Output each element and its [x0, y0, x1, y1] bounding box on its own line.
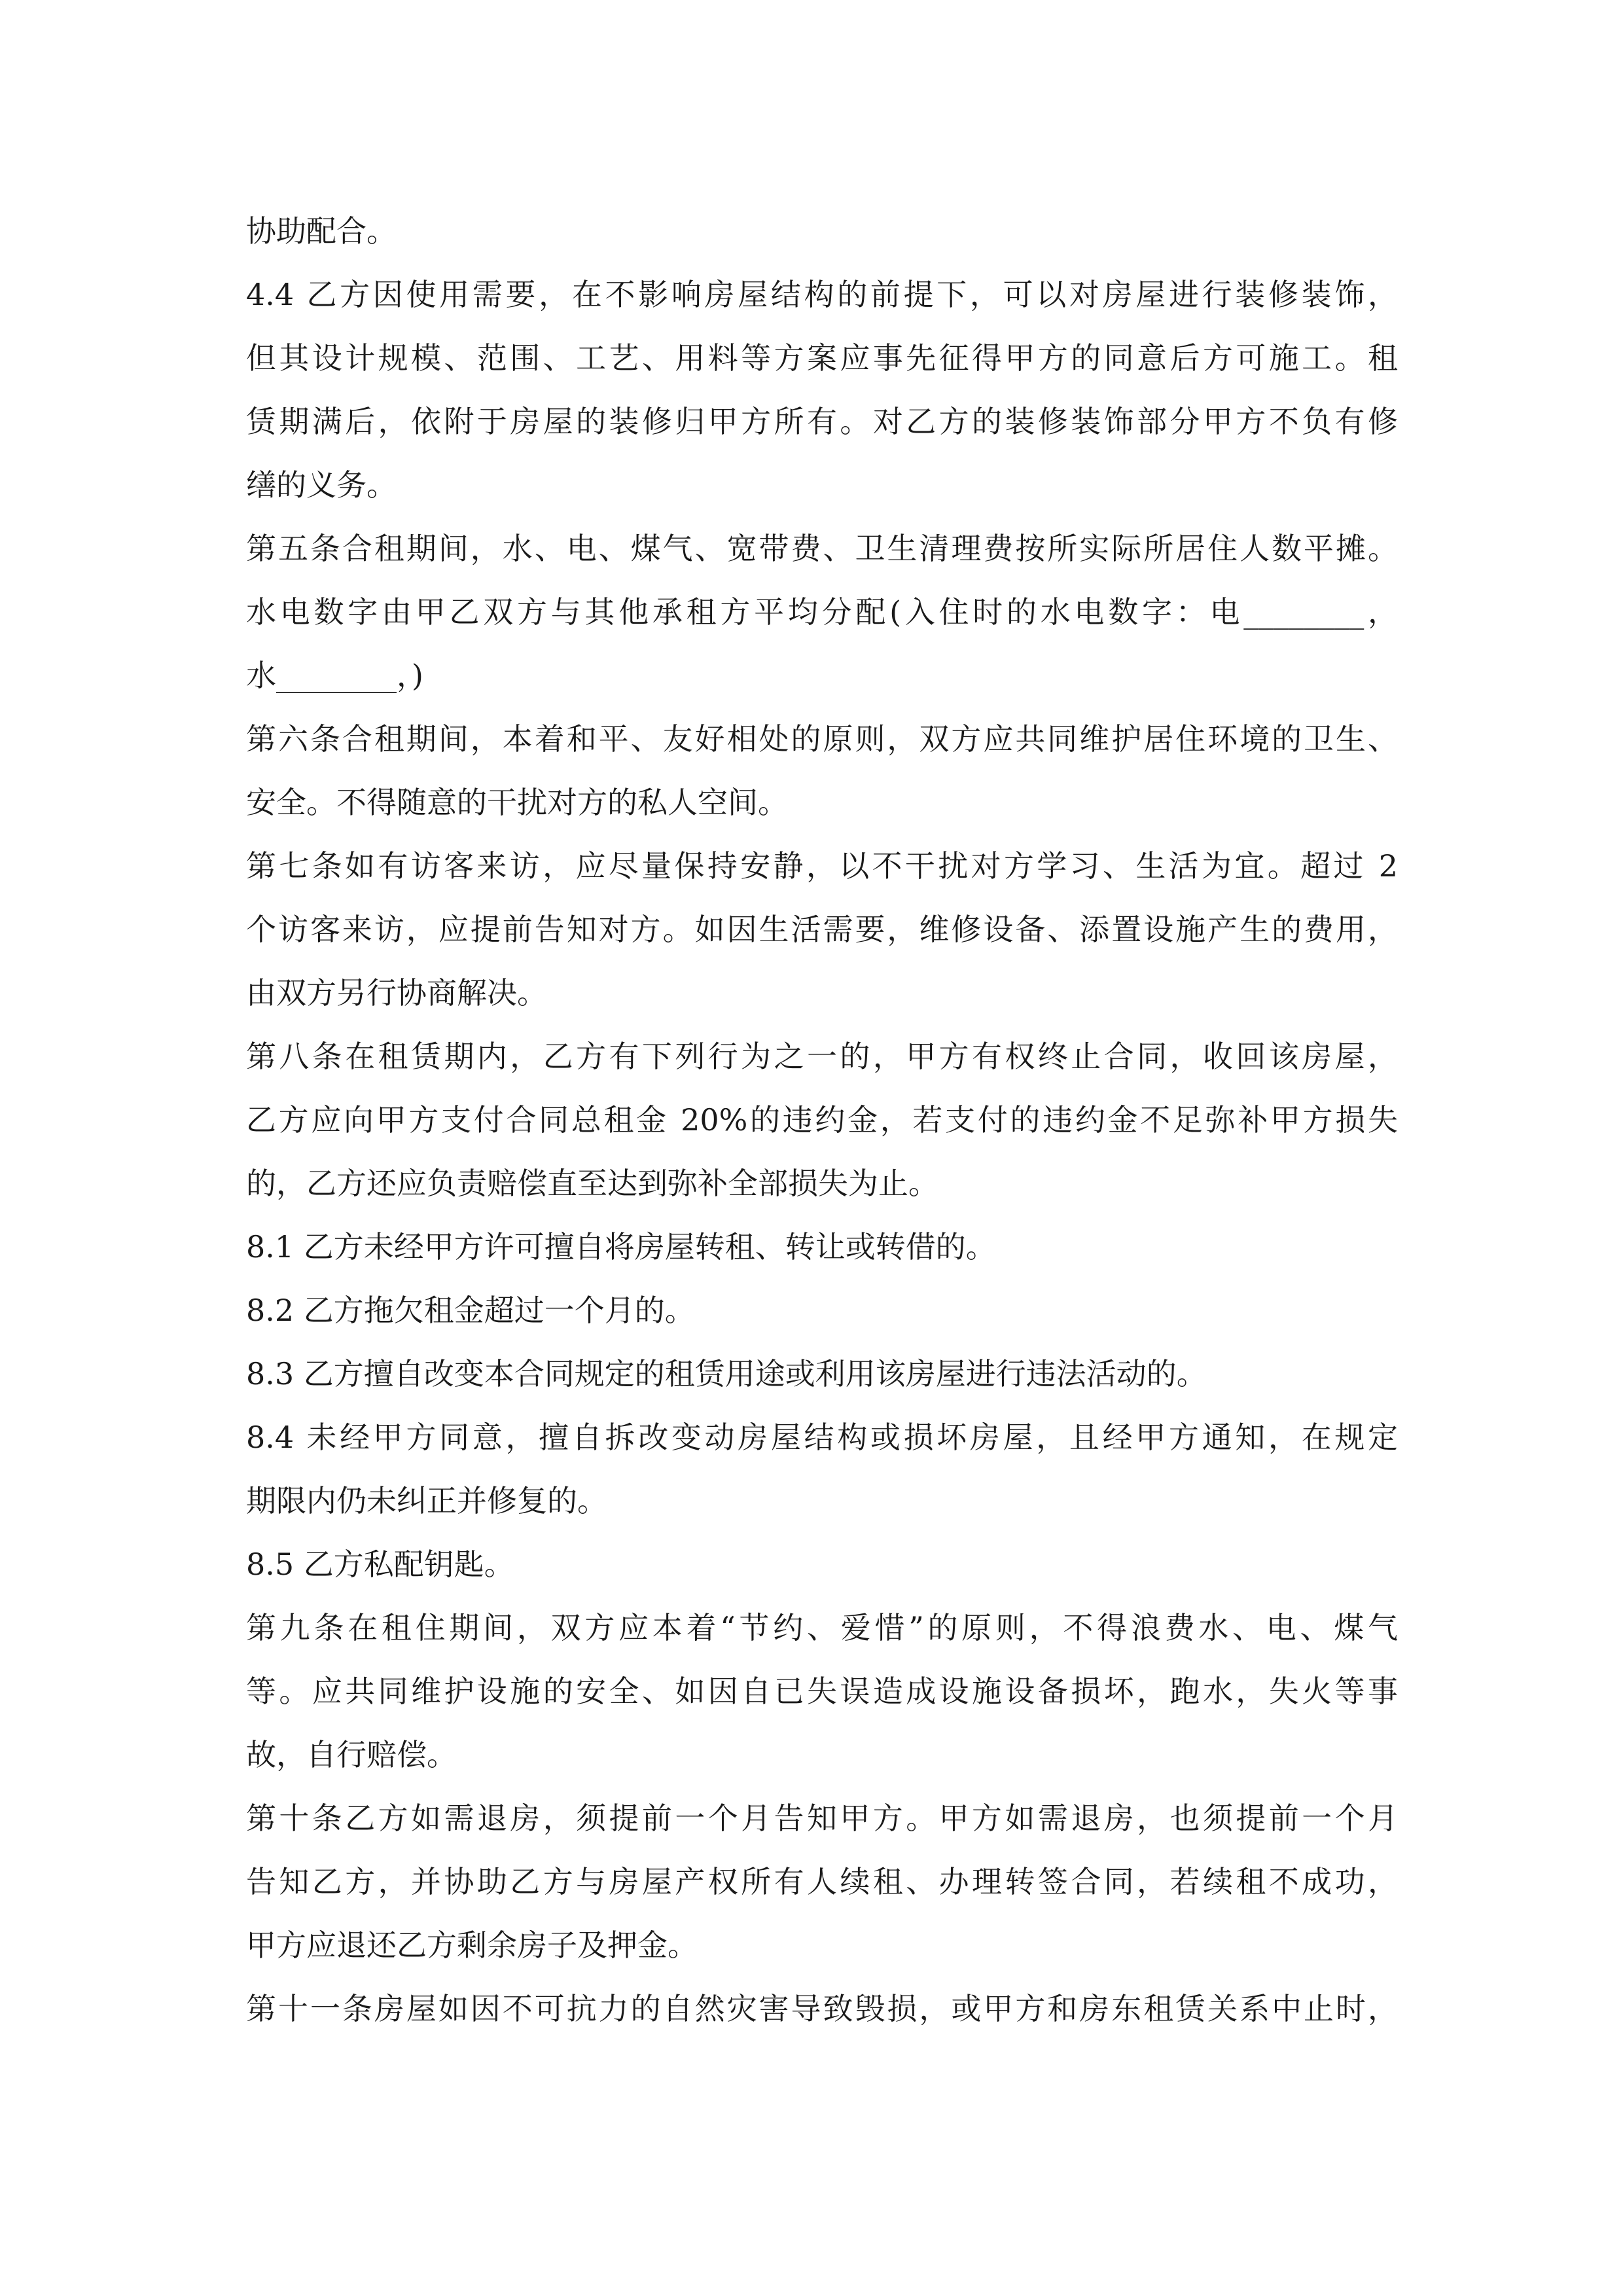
text-line: 安全。不得随意的干扰对方的私人空间。	[246, 785, 788, 820]
text-line: 第十一条房屋如因不可抗力的自然灾害导致毁损，或甲方和房东租赁关系中止时，	[246, 1991, 1398, 2026]
text-line: 甲方应退还乙方剩余房子及押金。	[246, 1928, 698, 1963]
text-line: 等。应共同维护设施的安全、如因自已失误造成设施设备损坏，跑水，失火等事	[246, 1674, 1398, 1709]
text-line: 8.2 乙方拖欠租金超过一个月的。	[246, 1293, 695, 1328]
text-line: 8.1 乙方未经甲方许可擅自将房屋转租、转让或转借的。	[246, 1229, 996, 1265]
text-line: 第八条在租赁期内，乙方有下列行为之一的，甲方有权终止合同，收回该房屋，	[246, 1039, 1398, 1074]
text-line: 但其设计规模、范围、工艺、用料等方案应事先征得甲方的同意后方可施工。租	[246, 340, 1398, 376]
text-line: 第六条合租期间，本着和平、友好相处的原则，双方应共同维护居住环境的卫生、	[246, 721, 1398, 757]
text-line: 协助配合。	[246, 213, 397, 249]
text-line: 8.4 未经甲方同意，擅自拆改变动房屋结构或损坏房屋，且经甲方通知，在规定	[246, 1420, 1398, 1455]
text-line: 第十条乙方如需退房，须提前一个月告知甲方。甲方如需退房，也须提前一个月	[246, 1801, 1398, 1836]
text-line: 个访客来访，应提前告知对方。如因生活需要，维修设备、添置设施产生的费用，	[246, 912, 1398, 947]
text-line: 第九条在租住期间，双方应本着“节约、爱惜”的原则，不得浪费水、电、煤气	[246, 1610, 1398, 1645]
text-line: 期限内仍未纠正并修复的。	[246, 1483, 607, 1518]
text-line: 由双方另行协商解决。	[246, 975, 547, 1011]
text-line: 的，乙方还应负责赔偿直至达到弥补全部损失为止。	[246, 1166, 938, 1201]
text-line: 8.5 乙方私配钥匙。	[246, 1547, 514, 1582]
text-line: 故，自行赔偿。	[246, 1737, 457, 1772]
document-body	[246, 200, 1398, 2041]
text-line: 水电数字由甲乙双方与其他承租方平均分配(入住时的水电数字：电________，	[246, 594, 1398, 630]
text-line: 第五条合租期间，水、电、煤气、宽带费、卫生清理费按所实际所居住人数平摊。	[246, 531, 1398, 566]
text-line: 赁期满后，依附于房屋的装修归甲方所有。对乙方的装修装饰部分甲方不负有修	[246, 404, 1398, 439]
text-line: 8.3 乙方擅自改变本合同规定的租赁用途或利用该房屋进行违法活动的。	[246, 1356, 1207, 1391]
text-line: 乙方应向甲方支付合同总租金 20%的违约金，若支付的违约金不足弥补甲方损失	[246, 1102, 1398, 1138]
text-line: 4.4 乙方因使用需要，在不影响房屋结构的前提下，可以对房屋进行装修装饰，	[246, 277, 1398, 312]
text-line: 缮的义务。	[246, 467, 397, 503]
text-line: 告知乙方，并协助乙方与房屋产权所有人续租、办理转签合同，若续租不成功，	[246, 1864, 1398, 1899]
text-line: 第七条如有访客来访，应尽量保持安静，以不干扰对方学习、生活为宜。超过 2	[246, 848, 1398, 884]
text-line: 水________，)	[246, 658, 423, 693]
